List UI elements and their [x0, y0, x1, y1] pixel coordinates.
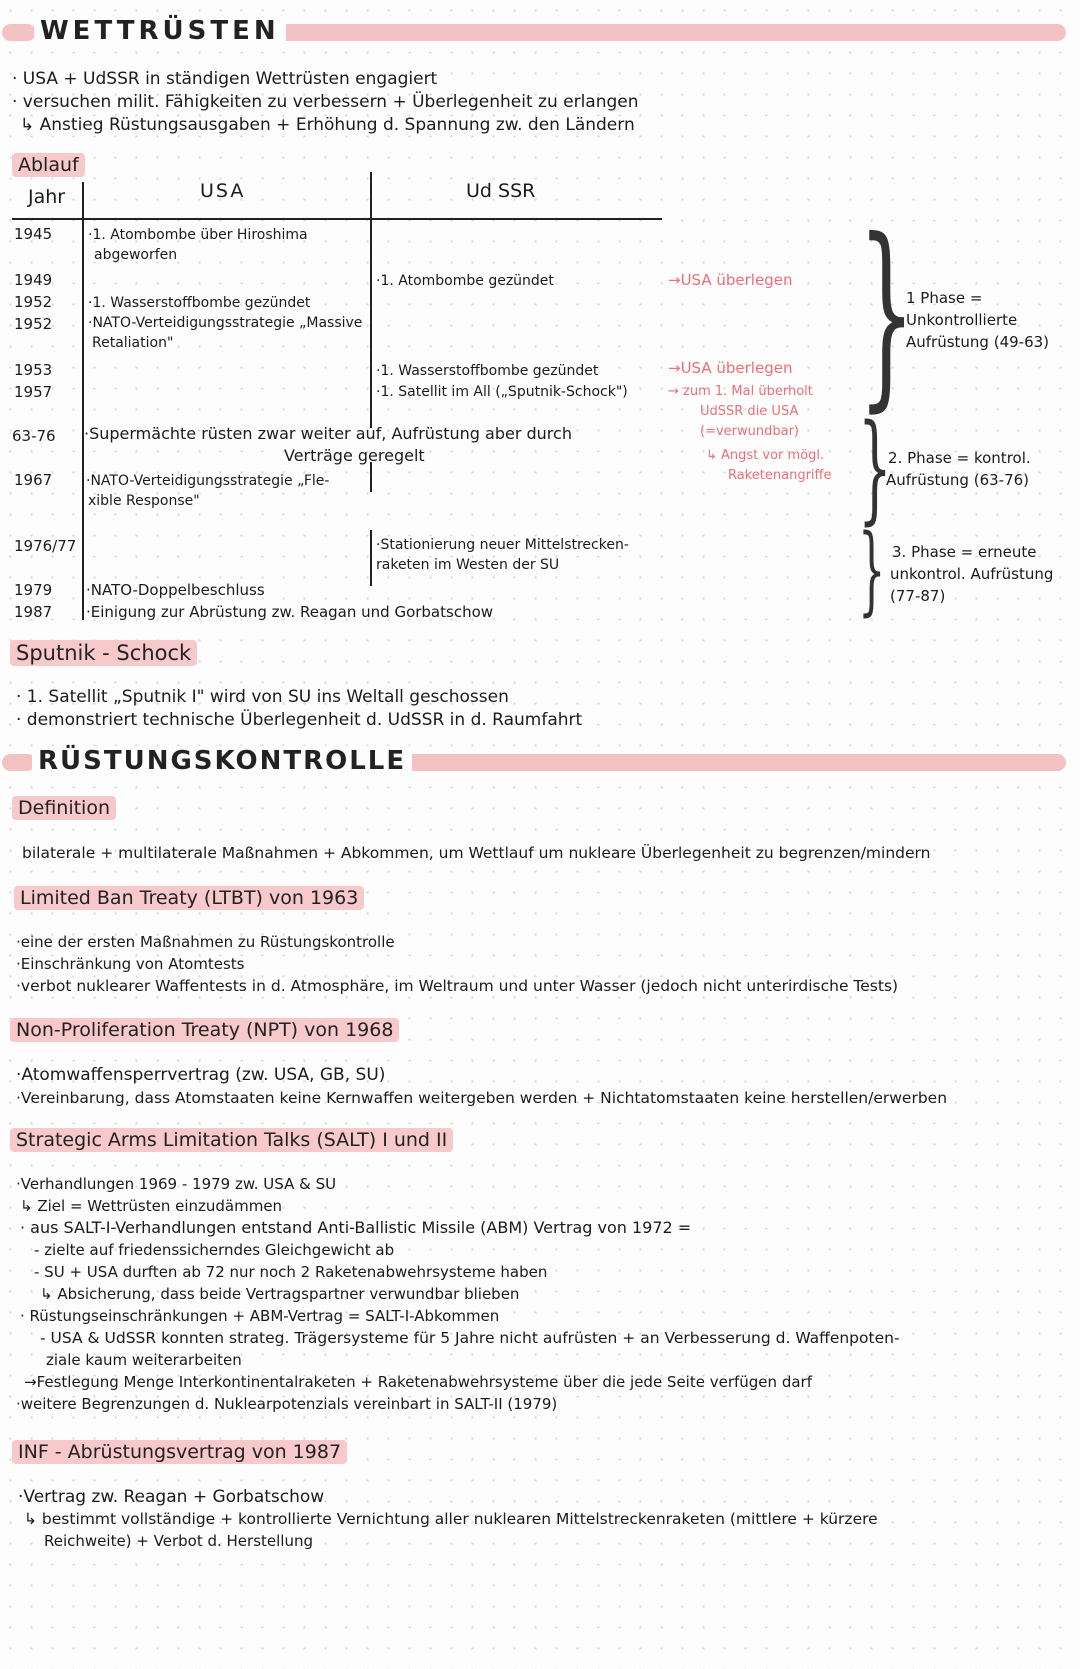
udssr-cell-1953: ·1. Wasserstoffbombe gezündet — [376, 363, 599, 379]
usa-cell-1945: ·1. Atombombe über Hiroshima — [88, 227, 308, 243]
section-title-ruestungskontrolle: RÜSTUNGSKONTROLLE — [32, 746, 412, 776]
usa-cell-1945-cont: abgeworfen — [94, 247, 178, 263]
phase-2-label: 2. Phase = kontrol. — [888, 449, 1031, 467]
npt-line-2: ·Vereinbarung, dass Atomstaaten keine Kernwaffen weitergeben werden + Nichtatomstaaten keine herstellen/erwerben — [16, 1089, 948, 1107]
title-bar-left-2 — [2, 754, 36, 771]
title-bar-left — [2, 24, 36, 41]
usa-cell-1952a: ·1. Wasserstoffbombe gezündet — [88, 295, 311, 311]
year-cell: 1949 — [14, 271, 53, 289]
year-cell: 1957 — [14, 383, 53, 401]
intro-line-2: · versuchen milit. Fähigkeiten zu verbessern + Überlegenheit zu erlangen — [12, 92, 639, 112]
phase-3-label: 3. Phase = erneute — [892, 543, 1037, 561]
year-cell: 1967 — [14, 471, 53, 489]
year-cell: 1952 — [14, 293, 53, 311]
span-cell-1987: ·Einigung zur Abrüstung zw. Reagan und Gorbatschow — [86, 603, 494, 621]
definition-text: bilaterale + multilaterale Maßnahmen + Abkommen, um Wettlauf um nukleare Überlegenheit zu begrenzen/mindern — [22, 844, 931, 862]
salt-line: - zielte auf friedenssicherndes Gleichgewicht ab — [34, 1241, 395, 1259]
heading-sputnik: Sputnik - Schock — [10, 640, 197, 666]
inf-line-2: ↳ bestimmt vollständige + kontrollierte Vernichtung aller nuklearen Mittelstreckenraketen (mittlere + kürzere — [24, 1510, 878, 1528]
ltbt-line-1: ·eine der ersten Maßnahmen zu Rüstungskontrolle — [16, 933, 395, 951]
brace-phase-1: } — [858, 197, 916, 430]
table-divider-usa-udssr-bottom — [370, 530, 372, 586]
note-angst: ↳ Angst vor mögl. — [706, 448, 825, 463]
title-bar-right — [258, 24, 1066, 41]
ltbt-line-2: ·Einschränkung von Atomtests — [16, 955, 245, 973]
span-cell-63-76: ·Supermächte rüsten zwar weiter auf, Aufrüstung aber durch — [84, 424, 572, 443]
phase-1-label: 1 Phase = — [906, 289, 983, 307]
usa-cell-1952c: Retaliation" — [92, 335, 174, 351]
salt-line: - USA & UdSSR konnten strateg. Trägersysteme für 5 Jahre nicht aufrüsten + an Verbesserung d. Waffenpoten- — [40, 1329, 900, 1347]
heading-ablauf: Ablauf — [12, 153, 85, 177]
year-cell: 1976/77 — [14, 537, 77, 555]
sputnik-line-2: · demonstriert technische Überlegenheit d. UdSSR in d. Raumfahrt — [16, 710, 583, 730]
salt-line: ↳ Ziel = Wettrüsten einzudämmen — [20, 1197, 283, 1215]
year-cell: 1979 — [14, 581, 53, 599]
usa-cell-1967-cont: xible Response" — [88, 493, 200, 509]
inf-line-1: ·Vertrag zw. Reagan + Gorbatschow — [18, 1487, 325, 1507]
year-cell: 1945 — [14, 225, 53, 243]
phase-1-desc: Unkontrollierte — [906, 311, 1018, 329]
npt-line-1: ·Atomwaffensperrvertrag (zw. USA, GB, SU) — [16, 1065, 386, 1085]
section-title-wettruesten: WETTRÜSTEN — [34, 16, 286, 46]
note-usa-ueberlegen-1: →USA überlegen — [668, 271, 793, 289]
title-bar-right-2 — [380, 754, 1066, 771]
sputnik-line-1: · 1. Satellit „Sputnik I" wird von SU ins Weltall geschossen — [16, 687, 509, 707]
intro-line-3: ↳ Anstieg Rüstungsausgaben + Erhöhung d. Spannung zw. den Ländern — [20, 115, 635, 135]
note-usa-ueberlegen-2: →USA überlegen — [668, 359, 793, 377]
udssr-cell-1976: ·Stationierung neuer Mittelstrecken- — [376, 537, 629, 553]
heading-salt: Strategic Arms Limitation Talks (SALT) I und II — [10, 1128, 453, 1152]
phase-3-range: (77-87) — [890, 587, 946, 605]
col-header-jahr: Jahr — [28, 186, 66, 208]
col-header-udssr: Ud SSR — [466, 180, 536, 202]
salt-line: ↳ Absicherung, dass beide Vertragspartner verwundbar blieben — [40, 1285, 520, 1303]
note-ueberholt: → zum 1. Mal überholt — [668, 384, 813, 399]
brace-phase-3: } — [858, 514, 886, 626]
note-raketenangriffe: Raketenangriffe — [728, 468, 832, 483]
usa-cell-1979: ·NATO-Doppelbeschluss — [86, 581, 265, 599]
heading-ltbt: Limited Ban Treaty (LTBT) von 1963 — [14, 886, 364, 910]
intro-line-1: · USA + UdSSR in ständigen Wettrüsten engagiert — [12, 69, 438, 89]
table-divider-usa-udssr-mid — [370, 462, 372, 492]
note-verwundbar: (=verwundbar) — [700, 424, 799, 439]
salt-line: ·Verhandlungen 1969 - 1979 zw. USA & SU — [16, 1175, 337, 1193]
salt-line: ·weitere Begrenzungen d. Nuklearpotenzials vereinbart in SALT-II (1979) — [16, 1395, 558, 1413]
table-header-line — [12, 218, 662, 220]
udssr-cell-1976-cont: raketen im Westen der SU — [376, 557, 560, 573]
note-udssr-usa: UdSSR die USA — [700, 404, 799, 419]
udssr-cell-1949: ·1. Atombombe gezündet — [376, 273, 554, 289]
salt-line: ziale kaum weiterarbeiten — [46, 1351, 242, 1369]
salt-line: · aus SALT-I-Verhandlungen entstand Anti-Ballistic Missile (ABM) Vertrag von 1972 = — [20, 1218, 692, 1237]
heading-definition: Definition — [12, 796, 116, 820]
phase-1-range: Aufrüstung (49-63) — [906, 333, 1050, 351]
ltbt-line-3: ·verbot nuklearer Waffentests in d. Atmosphäre, im Weltraum und unter Wasser (jedoch nicht unterirdische Tests) — [16, 977, 899, 995]
year-cell: 63-76 — [12, 427, 56, 445]
phase-2-range: Aufrüstung (63-76) — [886, 471, 1030, 489]
udssr-cell-1957: ·1. Satellit im All („Sputnik-Schock") — [376, 384, 628, 400]
phase-3-desc: unkontrol. Aufrüstung — [890, 565, 1054, 583]
heading-npt: Non-Proliferation Treaty (NPT) von 1968 — [10, 1018, 399, 1042]
span-cell-63-76-cont: Verträge geregelt — [284, 446, 425, 465]
year-cell: 1953 — [14, 361, 53, 379]
brace-phase-2: } — [858, 398, 892, 536]
salt-line: - SU + USA durften ab 72 nur noch 2 Raketenabwehrsysteme haben — [34, 1263, 548, 1281]
table-divider-usa-udssr-top — [370, 172, 372, 428]
salt-line: →Festlegung Menge Interkontinentalraketen + Raketenabwehrsysteme über die jede Seite verfügen darf — [24, 1373, 812, 1391]
usa-cell-1967: ·NATO-Verteidigungsstrategie „Fle- — [86, 473, 330, 489]
usa-cell-1952b: ·NATO-Verteidigungsstrategie „Massive — [88, 315, 363, 331]
salt-line: · Rüstungseinschränkungen + ABM-Vertrag = SALT-I-Abkommen — [20, 1307, 500, 1325]
table-divider-year — [82, 182, 84, 620]
year-cell: 1987 — [14, 603, 53, 621]
inf-line-3: Reichweite) + Verbot d. Herstellung — [44, 1532, 313, 1550]
col-header-usa: USA — [200, 180, 246, 202]
year-cell: 1952 — [14, 315, 53, 333]
heading-inf: INF - Abrüstungsvertrag von 1987 — [12, 1440, 347, 1464]
